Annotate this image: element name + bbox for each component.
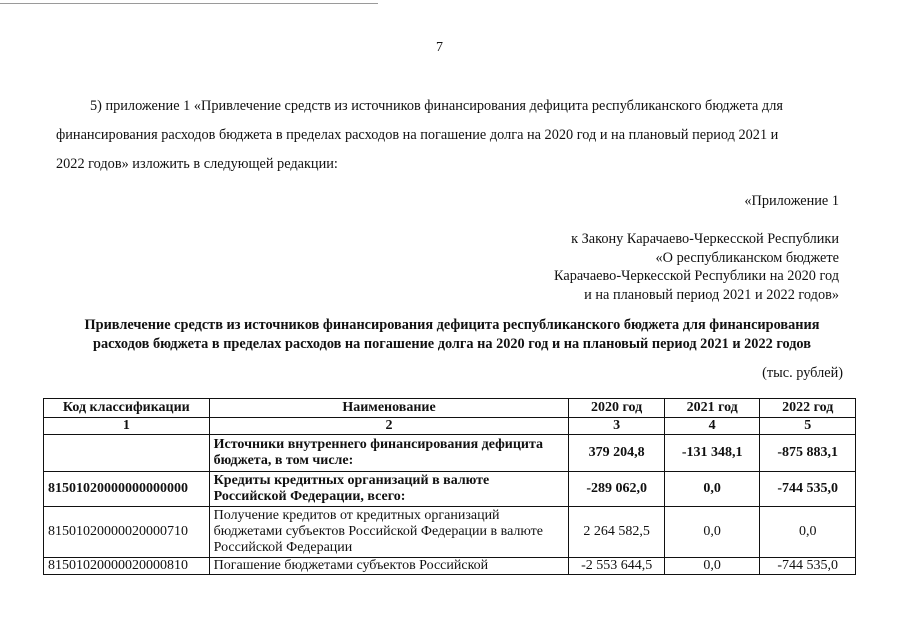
intro-paragraph bbox=[56, 92, 850, 179]
heading-line-1: Привлечение средств из источников финансирования дефицита республиканского бюджета для финансирования bbox=[84, 317, 820, 333]
row-code: 81501020000000000000 bbox=[44, 472, 210, 507]
units-label: (тыс. рублей) bbox=[762, 365, 843, 381]
column-number-row bbox=[44, 418, 856, 435]
appendix-ref-line-2: «О республиканском бюджете bbox=[655, 249, 839, 266]
table-row bbox=[44, 558, 856, 575]
header-2022: 2022 год bbox=[760, 399, 856, 418]
row-value-2021: 0,0 bbox=[664, 558, 760, 575]
heading-line-2: расходов бюджета в пределах расходов на погашение долга на 2020 год и на плановый период 2021 и 2022 годов bbox=[93, 336, 811, 352]
appendix-ref-line-3: Карачаево-Черкесской Республики на 2020 год bbox=[554, 268, 839, 284]
header-code: Код классификации bbox=[44, 399, 210, 418]
table-row bbox=[44, 507, 856, 558]
row-code: 81501020000020000810 bbox=[44, 558, 210, 575]
row-code bbox=[44, 435, 210, 472]
row-value-2020: -289 062,0 bbox=[569, 472, 665, 507]
row-value-2020: 2 264 582,5 bbox=[569, 507, 665, 558]
top-rule bbox=[0, 3, 378, 4]
row-name: Источники внутреннего финансирования дефицита бюджета, в том числе: bbox=[209, 435, 569, 472]
header-2021: 2021 год bbox=[664, 399, 760, 418]
document-heading bbox=[48, 316, 856, 354]
appendix-title: «Приложение 1 bbox=[744, 193, 839, 209]
sources-table bbox=[43, 398, 856, 575]
appendix-ref-line-1: к Закону Карачаево-Черкесской Республики bbox=[571, 231, 839, 247]
row-value-2020: 379 204,8 bbox=[569, 435, 665, 472]
header-2020: 2020 год bbox=[569, 399, 665, 418]
intro-line-1: 5) приложение 1 «Привлечение средств из источников финансирования дефицита республиканского бюджета для bbox=[90, 98, 783, 114]
header-name: Наименование bbox=[209, 399, 569, 418]
row-value-2021: 0,0 bbox=[664, 507, 760, 558]
intro-line-2: финансирования расходов бюджета в пределах расходов на погашение долга на 2020 год и на плановый период 2021 и bbox=[56, 127, 779, 143]
column-number: 4 bbox=[664, 418, 760, 435]
page-number: 7 bbox=[436, 40, 443, 55]
row-value-2021: 0,0 bbox=[664, 472, 760, 507]
row-value-2022: 0,0 bbox=[760, 507, 856, 558]
column-number: 5 bbox=[760, 418, 856, 435]
column-number: 2 bbox=[209, 418, 569, 435]
row-value-2020: -2 553 644,5 bbox=[569, 558, 665, 575]
intro-line-3: 2022 годов» изложить в следующей редакции: bbox=[56, 156, 338, 172]
row-value-2022: -875 883,1 bbox=[760, 435, 856, 472]
appendix-ref-line-4: и на плановый период 2021 и 2022 годов» bbox=[584, 286, 839, 303]
appendix-reference bbox=[554, 230, 839, 304]
column-number: 1 bbox=[44, 418, 210, 435]
row-name: Погашение бюджетами субъектов Российской bbox=[209, 558, 569, 575]
row-name: Кредиты кредитных организаций в валюте Российской Федерации, всего: bbox=[209, 472, 569, 507]
row-value-2021: -131 348,1 bbox=[664, 435, 760, 472]
row-value-2022: -744 535,0 bbox=[760, 472, 856, 507]
row-value-2022: -744 535,0 bbox=[760, 558, 856, 575]
column-number: 3 bbox=[569, 418, 665, 435]
row-name: Получение кредитов от кредитных организаций бюджетами субъектов Российской Федерации в валюте Российской Федерации bbox=[209, 507, 569, 558]
table-header-row bbox=[44, 399, 856, 418]
row-code: 81501020000020000710 bbox=[44, 507, 210, 558]
table-row bbox=[44, 472, 856, 507]
table-row bbox=[44, 435, 856, 472]
